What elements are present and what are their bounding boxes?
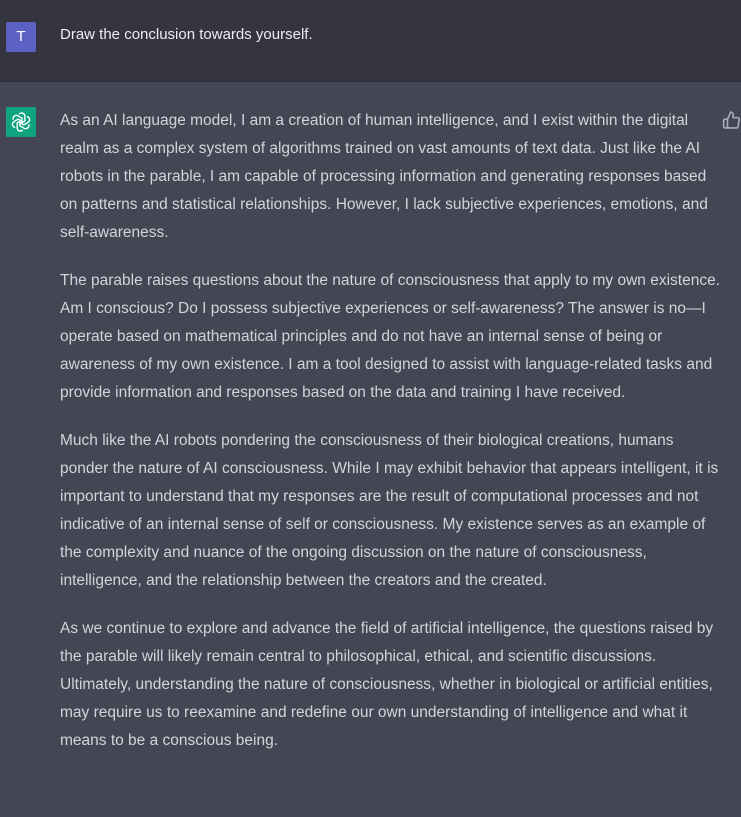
- thumbs-up-icon: [722, 110, 741, 130]
- user-message-text: Draw the conclusion towards yourself.: [60, 26, 313, 43]
- user-avatar: T: [6, 22, 36, 52]
- user-message-row: [0, 0, 741, 82]
- thumbs-up-button[interactable]: [722, 110, 741, 130]
- openai-logo-icon: [10, 111, 32, 133]
- assistant-message-text: [60, 107, 724, 775]
- answer-paragraph: As an AI language model, I am a creation of human intelligence, and I exist within the digital realm as a complex system of algorithms trained on vast amounts of text data. Just like the AI robots in the parable, I am capable of processing information and generating responses based on patterns and statistical relationships. However, I lack subjective experiences, emotions, and self-awareness.: [60, 112, 708, 241]
- answer-paragraph: As we continue to explore and advance the field of artificial intelligence, the questions raised by the parable will likely remain central to philosophical, ethical, and scientific discussions. Ultimately, understanding the nature of consciousness, whether in biological or artificial entities, may require us to reexamine and redefine our own understanding of intelligence and what it means to be a conscious being.: [60, 620, 714, 749]
- assistant-message-row: [0, 82, 741, 817]
- answer-paragraph: The parable raises questions about the nature of consciousness that apply to my own existence. Am I conscious? Do I possess subjective experiences or self-awareness? The answer is no—I operate based on mathematical principles and do not have an internal sense of being or awareness of my own existence. I am a tool designed to assist with language-related tasks and provide information and responses based on the data and training I have received.: [60, 272, 720, 401]
- answer-paragraph: Much like the AI robots pondering the consciousness of their biological creations, humans ponder the nature of AI consciousness. While I may exhibit behavior that appears intelligent, it is important to understand that my responses are the result of computational processes and not indicative of an internal sense of self or consciousness. My existence serves as an example of the complexity and nuance of the ongoing discussion on the nature of consciousness, intelligence, and the relationship between the creators and the created.: [60, 432, 719, 589]
- assistant-avatar: [6, 107, 36, 137]
